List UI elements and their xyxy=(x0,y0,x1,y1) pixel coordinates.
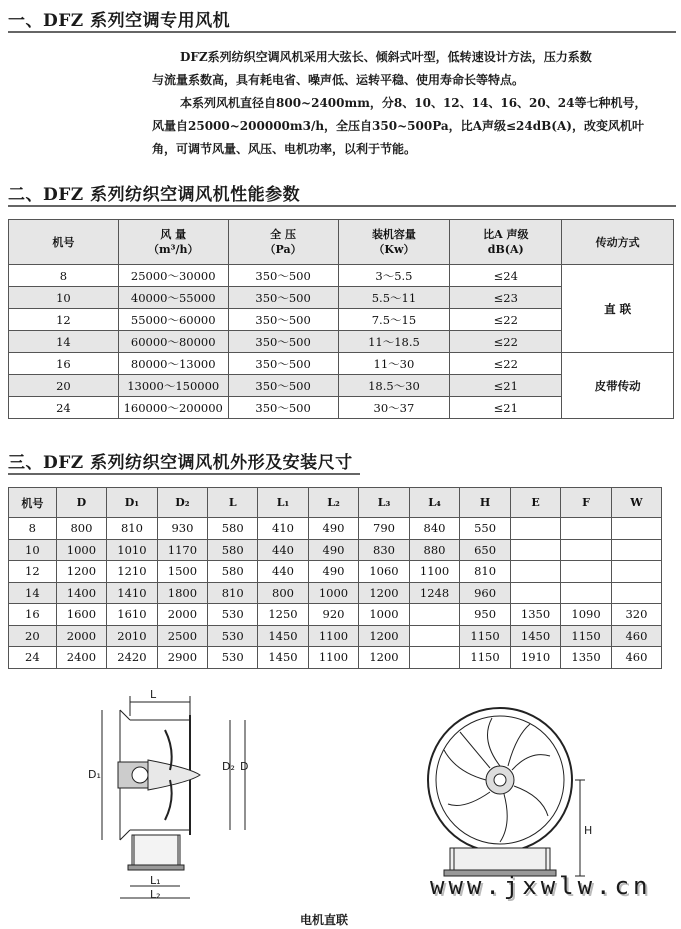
side-view-drawing xyxy=(90,690,260,910)
cell-no: 20 xyxy=(9,375,119,397)
dim-cell: 8 xyxy=(9,518,57,540)
cell-power: 30～37 xyxy=(338,397,450,419)
dim-cell: 1000 xyxy=(56,539,107,561)
dim-cell xyxy=(561,582,612,604)
cell-no: 14 xyxy=(9,331,119,353)
cell-noise: ≤21 xyxy=(450,375,562,397)
dim-row xyxy=(9,582,662,604)
label-H: H xyxy=(584,824,593,837)
dim-cell: 1200 xyxy=(359,625,410,647)
para1-line1: DFZ系列纺织空调风机采用大弦长、倾斜式叶型，低转速设计方法，压力系数 xyxy=(180,50,592,64)
dim-cell xyxy=(409,647,460,669)
cell-no: 12 xyxy=(9,309,119,331)
dim-cell: 1350 xyxy=(561,647,612,669)
label-D2: D₂ xyxy=(222,760,235,773)
dim-cell: 1210 xyxy=(107,561,158,583)
performance-table xyxy=(8,219,674,419)
dim-header: L₁ xyxy=(258,488,309,518)
dim-cell: 810 xyxy=(107,518,158,540)
dim-cell: 1600 xyxy=(56,604,107,626)
section3-title: 三、DFZ 系列纺织空调风机外形及安装尺寸 xyxy=(8,453,353,473)
dim-header: D₂ xyxy=(157,488,208,518)
dim-cell: 460 xyxy=(611,625,661,647)
dim-cell: 490 xyxy=(308,539,359,561)
dim-cell: 14 xyxy=(9,582,57,604)
dim-cell xyxy=(510,518,561,540)
dim-header: H xyxy=(460,488,511,518)
cell-drive-direct: 直 联 xyxy=(562,265,674,353)
watermark: www.jxwlw.cn xyxy=(430,872,652,900)
dim-cell xyxy=(409,625,460,647)
dim-cell: 1100 xyxy=(409,561,460,583)
dim-cell: 410 xyxy=(258,518,309,540)
dim-cell: 320 xyxy=(611,604,661,626)
dim-cell: 650 xyxy=(460,539,511,561)
label-L: L xyxy=(150,688,157,701)
dim-cell: 800 xyxy=(258,582,309,604)
cell-noise: ≤22 xyxy=(450,353,562,375)
cell-power: 11～30 xyxy=(338,353,450,375)
dim-cell: 960 xyxy=(460,582,511,604)
label-L1: L₁ xyxy=(150,874,161,887)
dim-cell: 530 xyxy=(208,625,258,647)
cell-no: 24 xyxy=(9,397,119,419)
dim-cell: 580 xyxy=(208,518,258,540)
dim-cell: 530 xyxy=(208,647,258,669)
section2-title: 二、DFZ 系列纺织空调风机性能参数 xyxy=(8,185,301,205)
para1-line2: 与流量系数高，具有耗电省、噪声低、运转平稳、使用寿命长等特点。 xyxy=(152,73,525,87)
para2-line3: 角，可调节风量、风压、电机功率，以利于节能。 xyxy=(152,142,417,156)
dim-cell: 2900 xyxy=(157,647,208,669)
section1-rule xyxy=(8,31,676,33)
dim-header: L₃ xyxy=(359,488,410,518)
cell-flow: 40000～55000 xyxy=(118,287,228,309)
cell-flow: 25000～30000 xyxy=(118,265,228,287)
dim-cell: 2010 xyxy=(107,625,158,647)
dim-cell xyxy=(611,518,661,540)
dim-cell: 530 xyxy=(208,604,258,626)
dim-cell: 1248 xyxy=(409,582,460,604)
dim-cell: 1170 xyxy=(157,539,208,561)
dim-cell xyxy=(409,604,460,626)
cell-flow: 60000～80000 xyxy=(118,331,228,353)
dim-cell: 550 xyxy=(460,518,511,540)
dim-header: L₂ xyxy=(308,488,359,518)
dim-header: L xyxy=(208,488,258,518)
dim-header: D₁ xyxy=(107,488,158,518)
dim-cell: 1410 xyxy=(107,582,158,604)
dim-cell: 950 xyxy=(460,604,511,626)
dim-cell: 930 xyxy=(157,518,208,540)
dim-header: F xyxy=(561,488,612,518)
cell-pressure: 350～500 xyxy=(228,397,338,419)
dim-cell: 16 xyxy=(9,604,57,626)
dim-cell: 810 xyxy=(460,561,511,583)
dim-row xyxy=(9,604,662,626)
dim-cell: 12 xyxy=(9,561,57,583)
dim-cell xyxy=(611,582,661,604)
cell-noise: ≤22 xyxy=(450,309,562,331)
perf-row xyxy=(9,265,674,287)
dim-cell: 1610 xyxy=(107,604,158,626)
cell-drive-belt: 皮带传动 xyxy=(562,353,674,419)
dim-cell: 20 xyxy=(9,625,57,647)
dim-cell: 1150 xyxy=(561,625,612,647)
dim-row xyxy=(9,625,662,647)
cell-flow: 160000～200000 xyxy=(118,397,228,419)
header-noise: 比A 声级 dB(A) xyxy=(450,220,562,265)
dim-cell: 10 xyxy=(9,539,57,561)
dim-cell: 790 xyxy=(359,518,410,540)
cell-noise: ≤24 xyxy=(450,265,562,287)
cell-pressure: 350～500 xyxy=(228,287,338,309)
dim-cell xyxy=(510,561,561,583)
header-pressure: 全 压 （Pa） xyxy=(228,220,338,265)
para2-line1: 本系列风机直径自800~2400mm，分8、10、12、14、16、20、24等七种机号， xyxy=(180,96,647,110)
dim-cell: 460 xyxy=(611,647,661,669)
dim-cell: 490 xyxy=(308,561,359,583)
header-drive: 传动方式 xyxy=(562,220,674,265)
cell-noise: ≤23 xyxy=(450,287,562,309)
dim-cell: 2000 xyxy=(56,625,107,647)
dim-cell: 2500 xyxy=(157,625,208,647)
dim-header: D xyxy=(56,488,107,518)
dim-cell: 1100 xyxy=(308,625,359,647)
cell-power: 5.5～11 xyxy=(338,287,450,309)
cell-pressure: 350～500 xyxy=(228,309,338,331)
dim-cell: 580 xyxy=(208,539,258,561)
cell-flow: 55000～60000 xyxy=(118,309,228,331)
dim-cell: 1910 xyxy=(510,647,561,669)
cell-no: 10 xyxy=(9,287,119,309)
dim-cell: 580 xyxy=(208,561,258,583)
dim-row xyxy=(9,539,662,561)
dim-cell xyxy=(561,518,612,540)
dim-cell: 880 xyxy=(409,539,460,561)
dim-cell: 830 xyxy=(359,539,410,561)
dim-cell xyxy=(510,582,561,604)
dim-row xyxy=(9,647,662,669)
dim-cell xyxy=(561,539,612,561)
dim-cell: 24 xyxy=(9,647,57,669)
dimensions-table xyxy=(8,487,662,669)
dim-cell: 1450 xyxy=(258,625,309,647)
dim-cell: 1500 xyxy=(157,561,208,583)
dim-header: 机号 xyxy=(9,488,57,518)
perf-row xyxy=(9,353,674,375)
label-D1: D₁ xyxy=(88,768,101,781)
dim-cell: 1150 xyxy=(460,625,511,647)
section1-title: 一、DFZ 系列空调专用风机 xyxy=(8,11,231,31)
label-L2: L₂ xyxy=(150,888,161,901)
dim-header: E xyxy=(510,488,561,518)
dim-cell xyxy=(611,561,661,583)
cell-noise: ≤22 xyxy=(450,331,562,353)
dim-row xyxy=(9,561,662,583)
dim-cell: 800 xyxy=(56,518,107,540)
dim-row xyxy=(9,518,662,540)
dim-cell: 1060 xyxy=(359,561,410,583)
cell-noise: ≤21 xyxy=(450,397,562,419)
dim-cell: 1090 xyxy=(561,604,612,626)
cell-pressure: 350～500 xyxy=(228,375,338,397)
dim-cell: 840 xyxy=(409,518,460,540)
figure-caption: 电机直联 xyxy=(300,913,349,927)
dim-cell: 810 xyxy=(208,582,258,604)
dim-cell: 1450 xyxy=(258,647,309,669)
label-D: D xyxy=(240,760,249,773)
dim-cell: 1450 xyxy=(510,625,561,647)
cell-power: 7.5～15 xyxy=(338,309,450,331)
dim-cell: 2400 xyxy=(56,647,107,669)
dim-header: W xyxy=(611,488,661,518)
cell-power: 11～18.5 xyxy=(338,331,450,353)
cell-pressure: 350～500 xyxy=(228,353,338,375)
section3-rule xyxy=(8,473,360,475)
dim-cell: 1200 xyxy=(359,647,410,669)
dim-header: L₄ xyxy=(409,488,460,518)
header-power: 装机容量 （Kw） xyxy=(338,220,450,265)
para2-line2: 风量自25000~200000m3/h，全压自350~500Pa，比A声级≤24dB(A)，改变风机叶 xyxy=(152,119,644,133)
dim-cell: 440 xyxy=(258,561,309,583)
cell-pressure: 350～500 xyxy=(228,331,338,353)
dim-cell xyxy=(561,561,612,583)
dim-cell: 1350 xyxy=(510,604,561,626)
dim-cell: 1200 xyxy=(359,582,410,604)
performance-header-row xyxy=(9,220,674,265)
cell-flow: 13000～150000 xyxy=(118,375,228,397)
dim-cell: 1200 xyxy=(56,561,107,583)
dim-cell: 920 xyxy=(308,604,359,626)
dim-cell: 1010 xyxy=(107,539,158,561)
cell-flow: 80000～13000 xyxy=(118,353,228,375)
dim-cell: 1800 xyxy=(157,582,208,604)
front-view-drawing xyxy=(420,700,600,890)
dim-cell: 1000 xyxy=(359,604,410,626)
dim-cell: 1250 xyxy=(258,604,309,626)
header-no: 机号 xyxy=(9,220,119,265)
header-flow: 风 量 （m³/h） xyxy=(118,220,228,265)
cell-no: 8 xyxy=(9,265,119,287)
cell-no: 16 xyxy=(9,353,119,375)
cell-power: 18.5～30 xyxy=(338,375,450,397)
dim-cell: 1000 xyxy=(308,582,359,604)
dim-cell: 490 xyxy=(308,518,359,540)
dim-cell xyxy=(510,539,561,561)
dim-cell: 1400 xyxy=(56,582,107,604)
dim-cell: 1150 xyxy=(460,647,511,669)
dim-cell: 2000 xyxy=(157,604,208,626)
dim-cell: 1100 xyxy=(308,647,359,669)
dim-cell xyxy=(611,539,661,561)
dim-cell: 2420 xyxy=(107,647,158,669)
dimensions-header-row xyxy=(9,488,662,518)
section2-rule xyxy=(8,205,676,207)
cell-power: 3～5.5 xyxy=(338,265,450,287)
dim-cell: 440 xyxy=(258,539,309,561)
cell-pressure: 350～500 xyxy=(228,265,338,287)
